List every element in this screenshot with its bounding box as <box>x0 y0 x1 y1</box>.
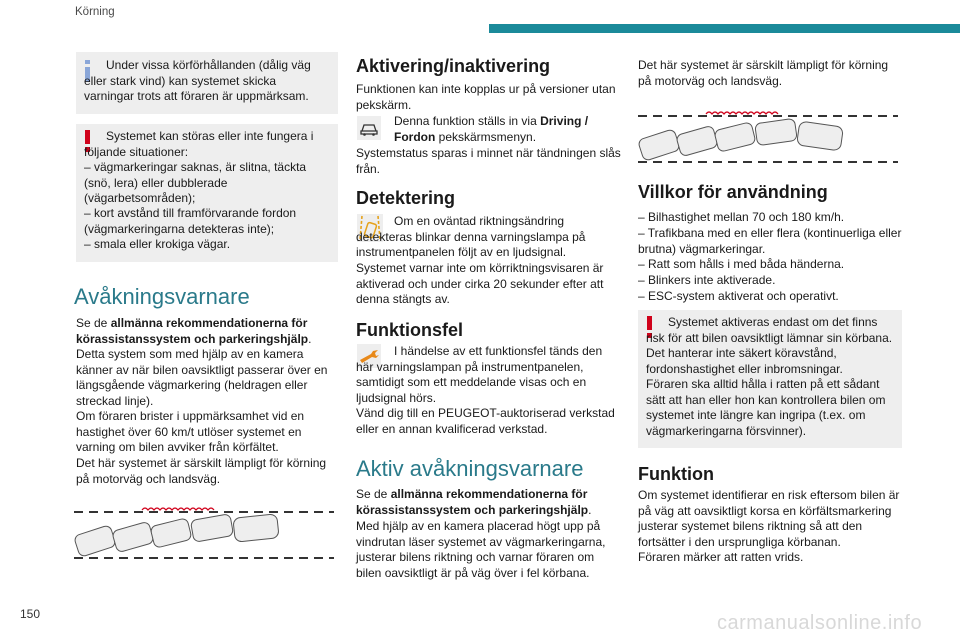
footer-watermark: carmanualsonline.info <box>717 612 923 634</box>
paragraph: Om en oväntad riktningsändring detekteras blinkar denna varningslampa på instrumentpanelen följt av en ljudsignal. <box>356 214 586 259</box>
heading-conditions: Villkor för användning <box>638 182 828 202</box>
section-heading: Aktiv avåkningsvarnare <box>356 456 584 481</box>
heading-activation: Aktivering/inaktivering <box>356 56 551 76</box>
paragraph: Funktionen kan inte kopplas ur på versioner utan pekskärm. <box>356 82 616 112</box>
condition-item: – ESC-system aktiverat och operativt. <box>638 289 839 303</box>
paragraph: Vänd dig till en PEUGEOT-auktoriserad verkstad eller en annan kvalificerad verkstad. <box>356 406 615 436</box>
condition-item: – Bilhastighet mellan 70 och 180 km/h. <box>638 210 845 224</box>
paragraph: Systemstatus sparas i minnet när tändningen slås från. <box>356 146 621 176</box>
condition-item: – Ratt som hålls i med båda händerna. <box>638 257 845 271</box>
warning-item: – vägmarkeringar saknas, är slitna, täckta (snö, lera) eller dubblerade (vägarbetsområden); <box>84 160 307 205</box>
paragraph: Se de allmänna rekommendationerna för körassistanssystem och parkeringshjälp. <box>356 487 592 517</box>
paragraph: Det här systemet är särskilt lämpligt för körning på motorväg och landsväg. <box>76 456 327 486</box>
paragraph: Föraren märker att ratten vrids. <box>638 550 804 564</box>
warning-box-text: Föraren ska alltid hålla i ratten på ett sådant sätt att han eller hon kan kontrollera bilen om systemet inte längre kan ingripa (t.ex. om vägmarkeringarna försvinner). <box>646 377 886 438</box>
heading-function: Funktion <box>638 464 714 484</box>
paragraph: I händelse av ett funktionsfel tänds den här varningslampan på instrumentpanelen, samtidigt som ett meddelande visas och en ljudsignal hörs. <box>356 344 603 405</box>
info-box-text: Under vissa körförhållanden (dålig väg eller stark vind) kan systemet skicka varningar trots att föraren är uppmärksam. <box>84 58 311 103</box>
paragraph: Det här systemet är särskilt lämpligt för körning på motorväg och landsväg. <box>638 58 889 88</box>
page-number: 150 <box>20 607 41 621</box>
paragraph: Systemet varnar inte om körriktningsvisaren är aktiverad och under cirka 20 sekunder efter att denna stängts av. <box>356 261 604 306</box>
car-menu-icon <box>357 116 381 140</box>
heading-detection: Detektering <box>356 188 456 208</box>
paragraph: Om systemet identifierar en risk eftersom bilen är på väg att oavsiktligt korsa en körfältsmarkering justerar systemet bilens riktning så att den fortsätter i den ursprungliga körbanan. <box>638 488 900 549</box>
paragraph: Se de allmänna rekommendationerna för körassistanssystem och parkeringshjälp. <box>76 316 312 346</box>
warning-box-intro: Systemet kan störas eller inte fungera i följande situationer: <box>84 129 314 159</box>
paragraph: Om föraren brister i uppmärksamhet vid en hastighet över 60 km/t utlöser systemet en varning om bilen avviker från körfältet. <box>76 409 305 454</box>
paragraph: Denna funktion ställs in via Driving / Fordon pekskärmsmenyn. <box>394 114 589 144</box>
paragraph: Med hjälp av en kamera placerad högt upp på vindrutan läser systemet av vägmarkeringarna, justerar bilens riktning och varnar föraren om bilen oavsiktligt är på väg över i fel körbana. <box>356 519 606 580</box>
running-header: Körning <box>75 6 115 18</box>
condition-item: – Trafikbana med en eller flera (kontinuerliga eller brutna) vägmarkeringar. <box>638 226 902 256</box>
warning-box-text: Systemet aktiveras endast om det finns risk för att bilen oavsiktligt lämnar sin körbana. Det hanterar inte säkert köravstånd, fordonshastighet eller inbromsningar. <box>646 315 893 376</box>
warning-item: – smala eller krokiga vägar. <box>84 237 231 251</box>
condition-item: – Blinkers inte aktiverade. <box>638 273 776 287</box>
warning-box <box>76 124 338 262</box>
section-heading: Avåkningsvarnare <box>74 284 250 309</box>
warning-item: – kort avstånd till framförvarande fordon (vägmarkeringarna detekteras inte); <box>84 206 297 236</box>
info-box <box>76 52 338 114</box>
lane-illustration <box>636 104 898 166</box>
heading-fault: Funktionsfel <box>356 320 463 340</box>
paragraph: Detta system som med hjälp av en kamera känner av när bilen oavsiktligt passerar över en längsgående vägmarkering (heldragen eller streckad linje). <box>76 347 328 408</box>
warning-box <box>638 310 902 448</box>
accent-bar <box>489 24 960 33</box>
lane-illustration <box>72 500 334 562</box>
